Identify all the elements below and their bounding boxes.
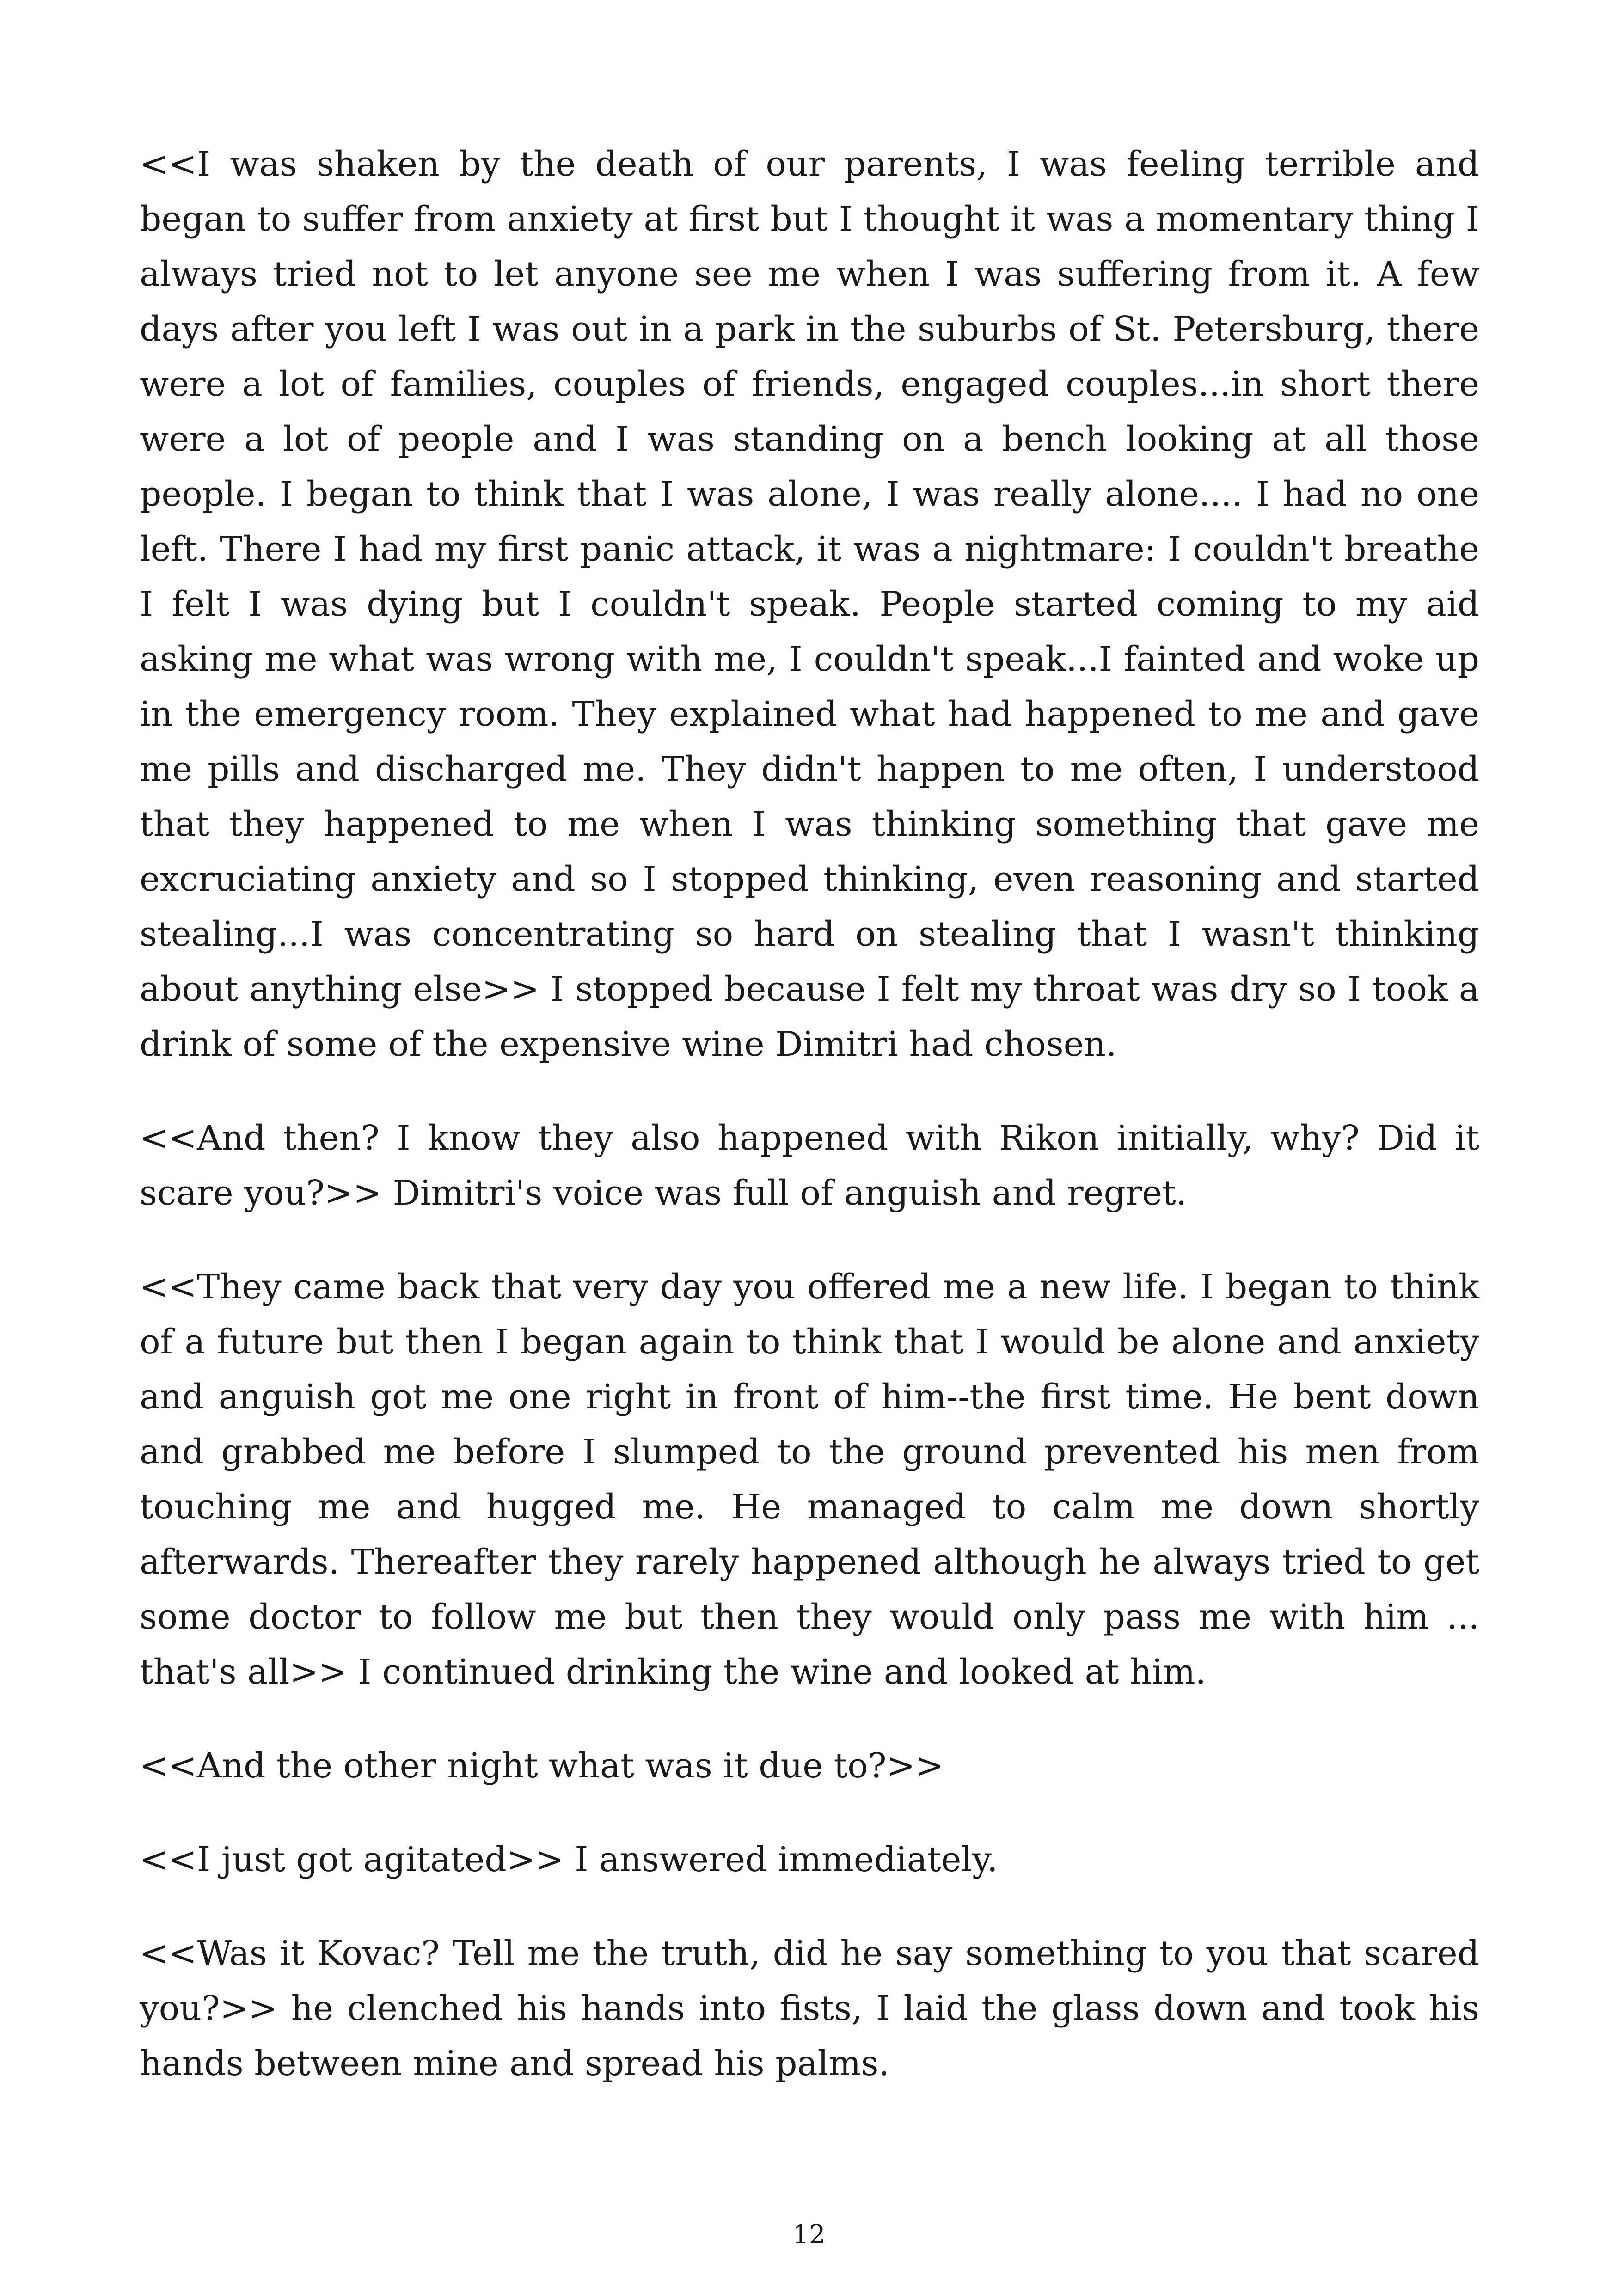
- paragraph-2: <<And then? I know they also happened with Rikon initially, why? Did it scare you?>> Dimitri's voice was full of anguish and regret.: [140, 1118, 1479, 1213]
- paragraph-5: <<I just got agitated>> I answered immediately.: [140, 1840, 998, 1880]
- body-text: [140, 137, 1479, 2130]
- paragraph-6: <<Was it Kovac? Tell me the truth, did he say something to you that scared you?>> he clenched his hands into fists, I laid the glass down and took his hands between mine and spread his palms.: [140, 1934, 1479, 2083]
- paragraph-3: <<They came back that very day you offered me a new life. I began to think of a future but then I began again to think that I would be alone and anxiety and anguish got me one right in front of him--the first time. He bent down and grabbed me before I slumped to the ground prevented his men from touching me and hugged me. He managed to calm me down shortly afterwards. Thereafter they rarely happened although he always tried to get some doctor to follow me but then they would only pass me with him ... that's all>> I continued drinking the wine and looked at him.: [140, 1267, 1479, 1692]
- paragraph-4: <<And the other night what was it due to?>>: [140, 1746, 944, 1786]
- paragraph-1: <<I was shaken by the death of our parents, I was feeling terrible and began to suffer from anxiety at first but I thought it was a momentary thing I always tried not to let anyone see me when I was suffering from it. A few days after you left I was out in a park in the suburbs of St. Petersburg, there were a lot of families, couples of friends, engaged couples...in short there were a lot of people and I was standing on a bench looking at all those people. I began to think that I was alone, I was really alone.... I had no one left. There I had my first panic attack, it was a nightmare: I couldn't breathe I felt I was dying but I couldn't speak. People started coming to my aid asking me what was wrong with me, I couldn't speak...I fainted and woke up in the emergency room. They explained what had happened to me and gave me pills and discharged me. They didn't happen to me often, I understood that they happened to me when I was thinking something that gave me excruciating anxiety and so I stopped thinking, even reasoning and started stealing...I was concentrating so hard on stealing that I wasn't thinking about anything else>> I stopped because I felt my throat was dry so I took a drink of some of the expensive wine Dimitri had chosen.: [140, 144, 1479, 1064]
- page-number: 12: [792, 2220, 826, 2250]
